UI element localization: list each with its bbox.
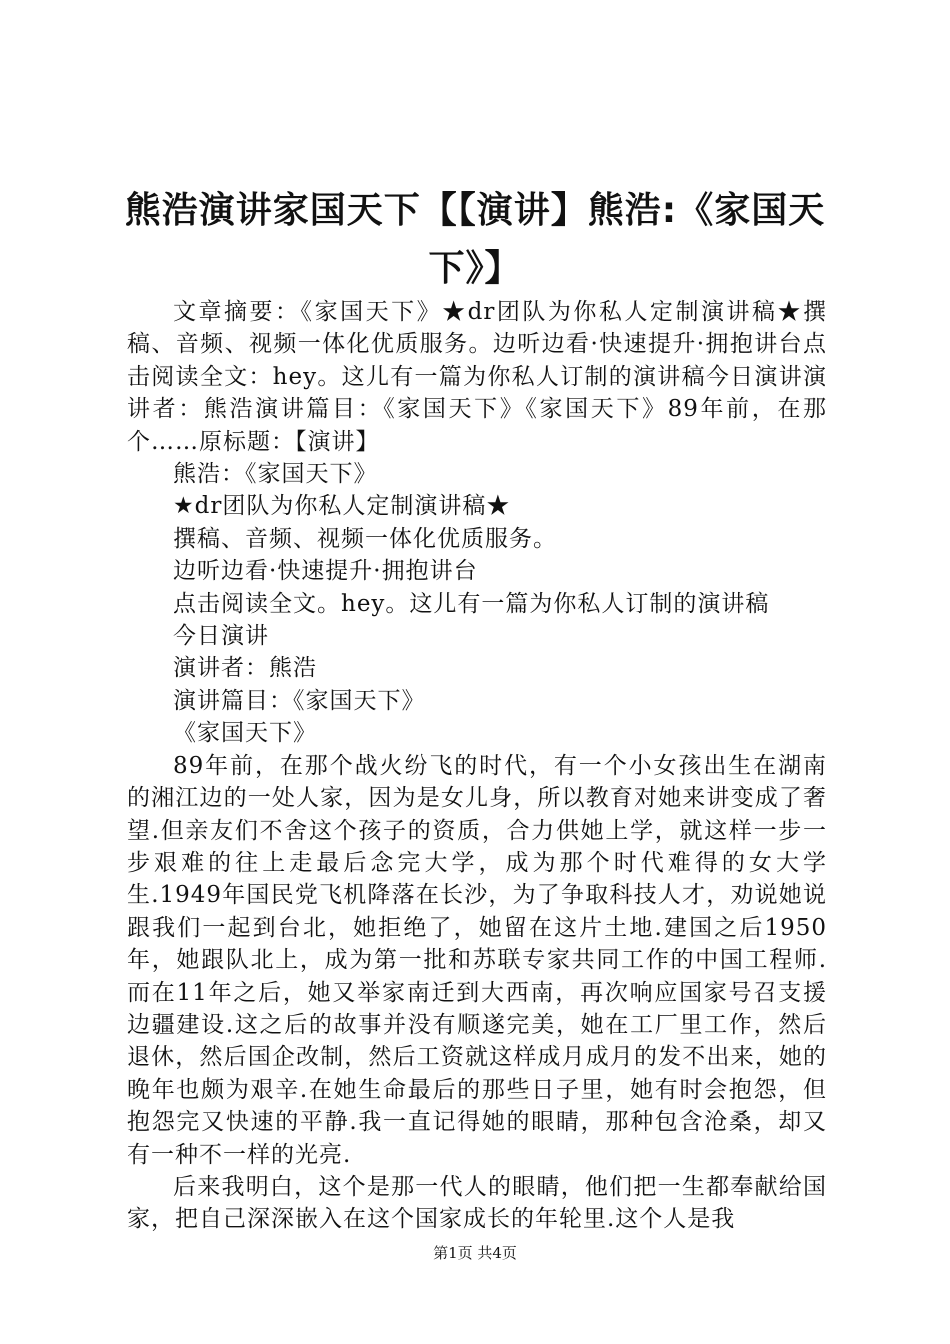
document-title: 熊浩演讲家国天下【【演讲】熊浩:《家国天下》】 — [124, 190, 826, 289]
body-paragraph: 边听边看·快速提升·拥抱讲台 — [173, 558, 478, 585]
body-paragraph: ★dr团队为你私人定制演讲稿★ — [173, 493, 511, 520]
body-paragraph: 89年前，在那个战火纷飞的时代，有一个小女孩出生在湖南的湘江边的一处人家，因为是女儿身，所以教育对她来讲变成了奢望.但亲友们不舍这个孩子的资质，合力供她上学，就这样一步一步艰难的往上走最后念完大学，成为那个时代难得的女大学生.1949年国民党飞机降落在长沙，为了争取科技人才，劝说她说跟我们一起到台北，她拒绝了，她留在这片土地.建国之后1950年，她跟队北上，成为第一批和苏联专家共同工作的中国工程师.而在11年之后，她又举家南迁到大西南，再次响应国家号召支援边疆建设.这之后的故事并没有顺遂完美，她在工厂里工作，然后退休，然后国企改制，然后工资就这样成月成月的发不出来，她的晚年也颇为艰辛.在她生命最后的那些日子里，她有时会抱怨，但抱怨完又快速的平静.我一直记得她的眼睛，那种包含沧桑，却又有一种不一样的光亮. — [127, 752, 827, 1168]
document-body — [127, 296, 827, 1236]
body-paragraph: 后来我明白，这个是那一代人的眼睛，他们把一生都奉献给国家，把自己深深嵌入在这个国家成长的年轮里.这个人是我 — [127, 1173, 827, 1233]
body-paragraph: 演讲篇目：《家国天下》 — [173, 687, 426, 714]
summary-paragraph: 文章摘要：《家国天下》★dr团队为你私人定制演讲稿★撰稿、音频、视频一体化优质服务。边听边看·快速提升·拥抱讲台点击阅读全文：hey。这儿有一篇为你私人订制的演讲稿今日演讲演讲者：熊浩演讲篇目：《家国天下》《家国天下》89年前，在那个……原标题：【演讲】 — [127, 299, 827, 455]
body-paragraph: 演讲者：熊浩 — [173, 655, 317, 682]
body-paragraph: 熊浩：《家国天下》 — [173, 461, 378, 488]
body-paragraph: 今日演讲 — [173, 623, 269, 650]
page-footer: 第1页 共4页 — [433, 1244, 517, 1262]
body-paragraph: 撰稿、音频、视频一体化优质服务。 — [173, 525, 557, 552]
body-paragraph: 点击阅读全文。hey。这儿有一篇为你私人订制的演讲稿 — [173, 590, 770, 617]
body-paragraph: 《家国天下》 — [173, 720, 317, 747]
